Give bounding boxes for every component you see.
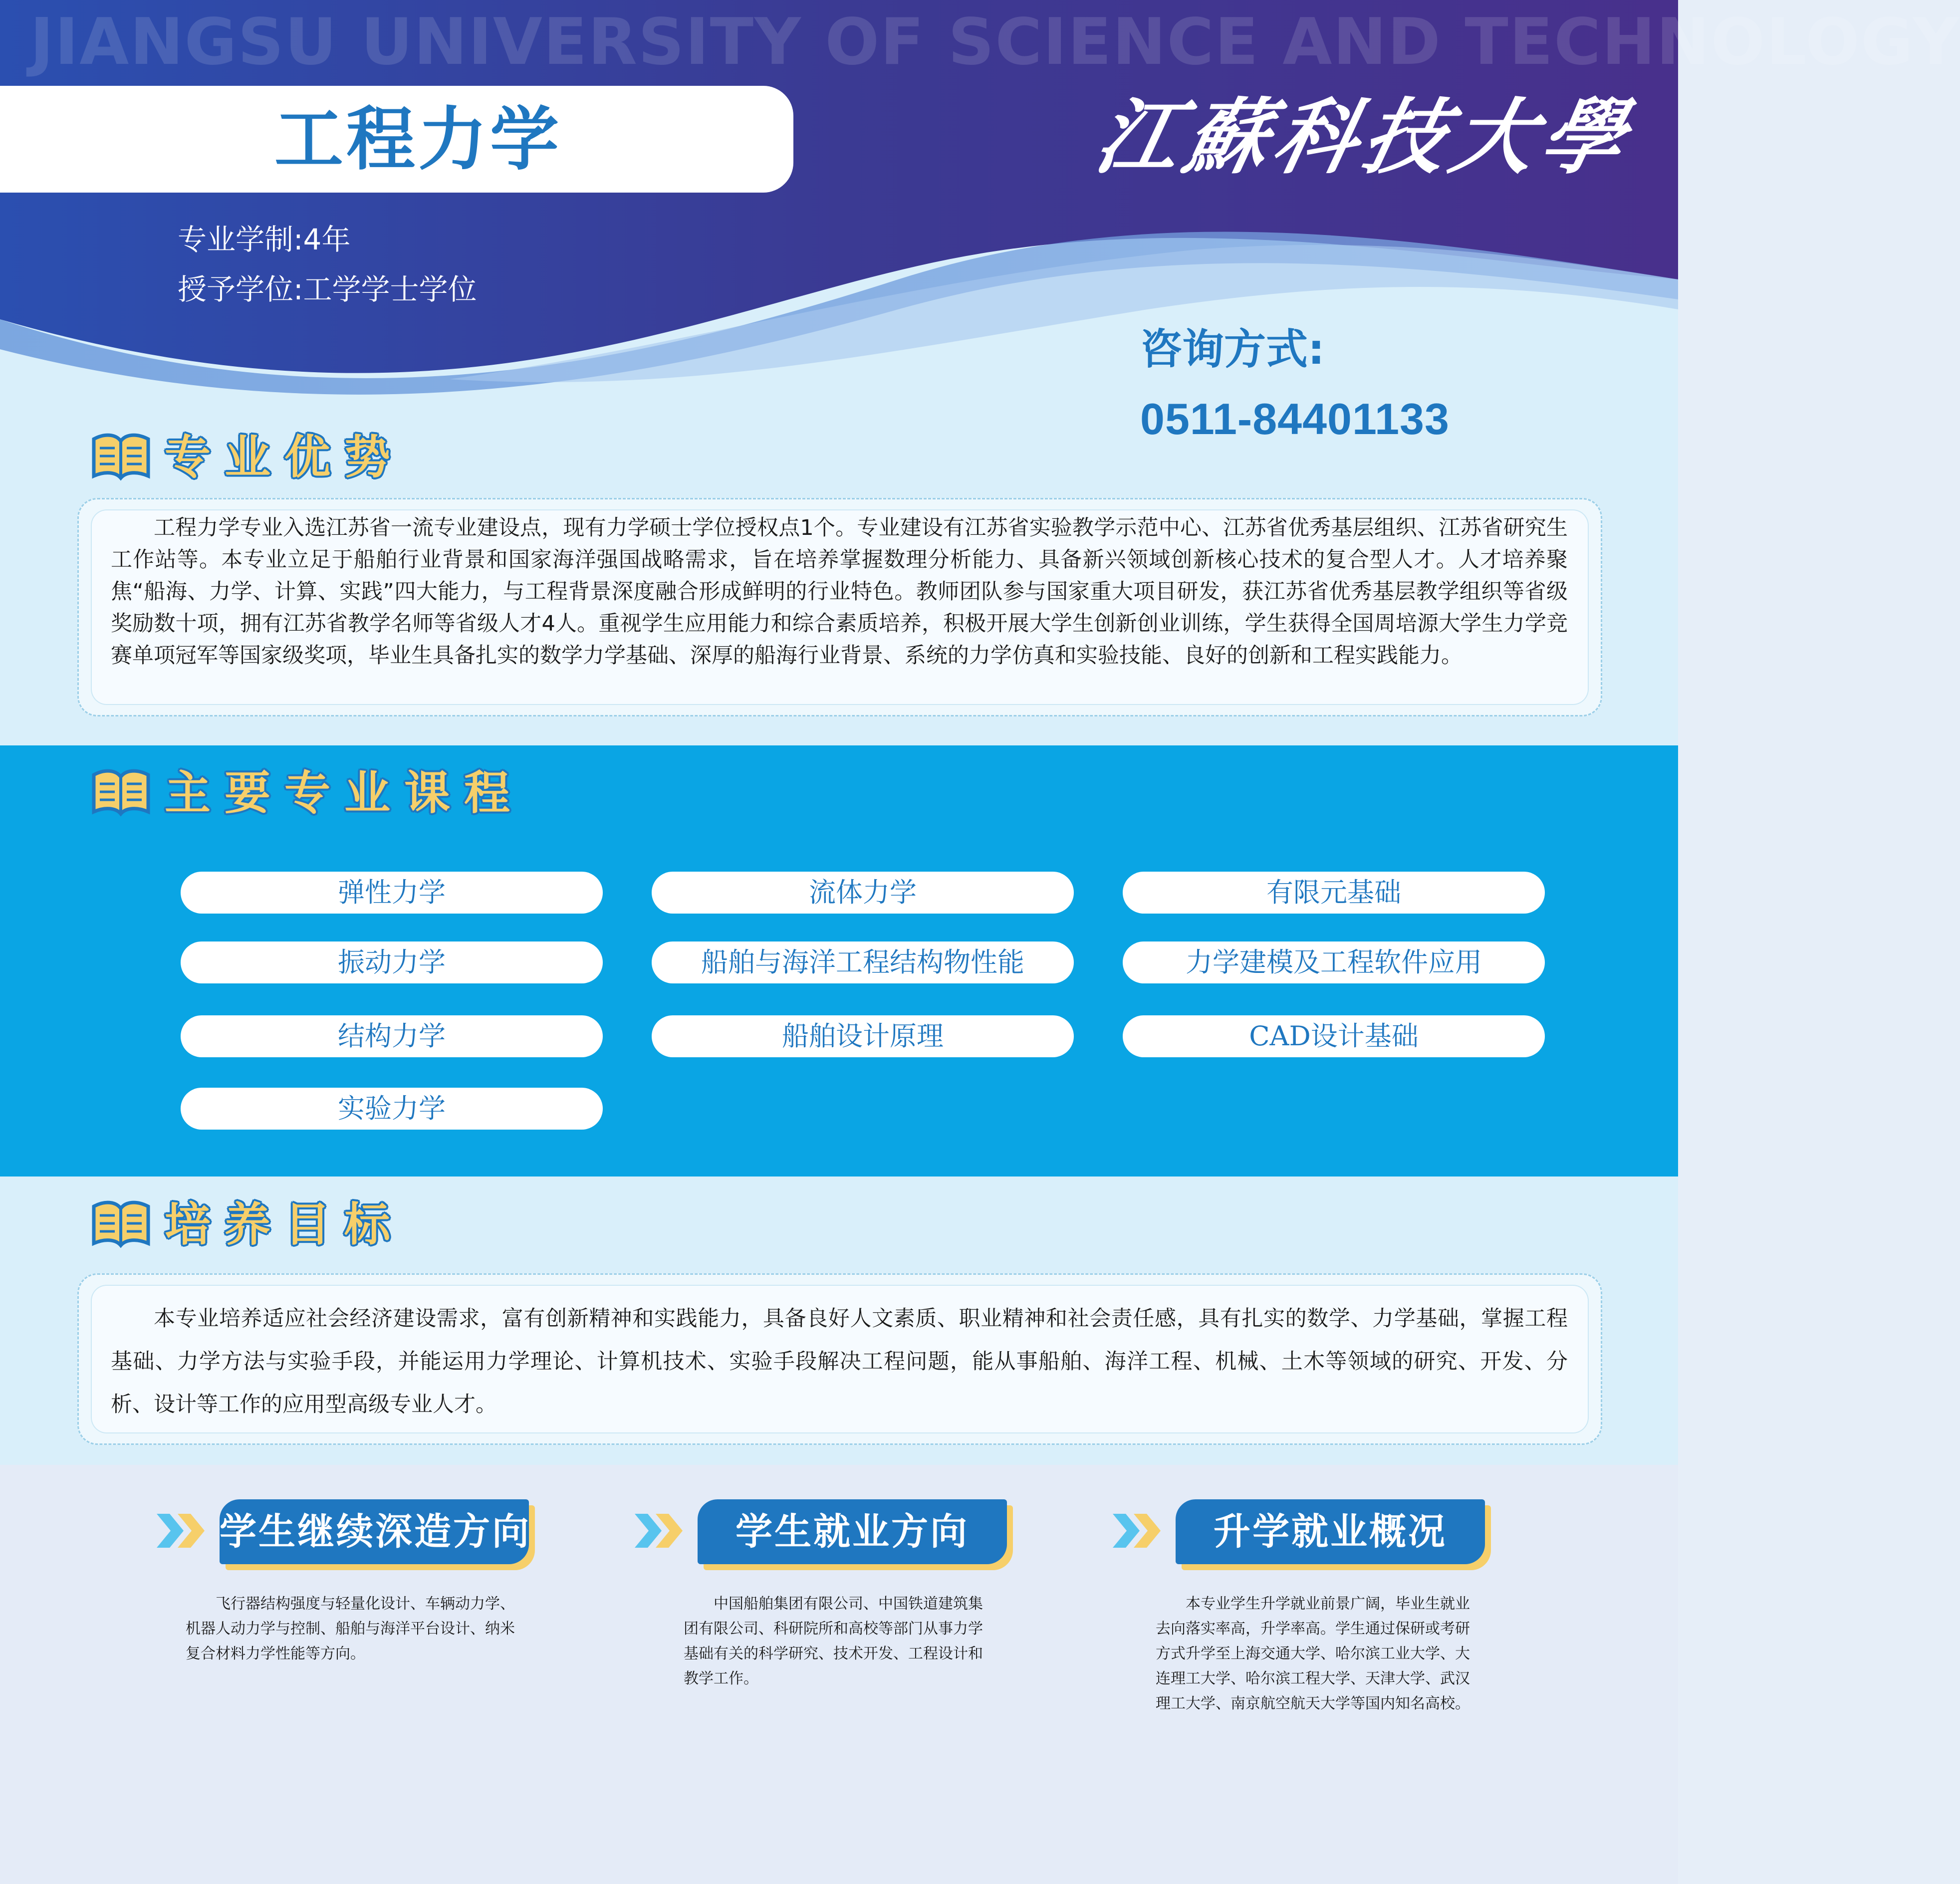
page-title: 工程力学 xyxy=(274,99,562,180)
book-icon xyxy=(90,430,152,482)
courses-heading xyxy=(90,766,539,821)
outcomes-overview-text: 本专业学生升学就业前景广阔，毕业生就业 去向落实率高，升学率高。学生通过保研或考研 方式升学至上海交通大学、哈尔滨工业大学、大 连理工大学、哈尔滨工程大学、天津大学、武汉 理工大学、南京航空航天大学等国内知名高校。 xyxy=(1156,1595,1470,1712)
course-pill: 弹性力学 xyxy=(181,872,603,914)
study-direction-tag xyxy=(220,1499,529,1564)
program-duration: 专业学制:4年 xyxy=(178,223,351,256)
course-pill: 力学建模及工程软件应用 xyxy=(1123,942,1545,983)
course-pill: 实验力学 xyxy=(181,1088,603,1130)
outcomes-overview-label: 升学就业概况 xyxy=(1176,1499,1485,1564)
degree-awarded: 授予学位:工学学士学位 xyxy=(178,272,477,306)
advantages-text: 工程力学专业入选江苏省一流专业建设点，现有力学硕士学位授权点1个。专业建设有江苏省实验教学示范中心、江苏省优秀基层组织、江苏省研究生工作站等。本专业立足于船舶行业背景和国家海洋强国战略需求，旨在培养掌握数理分析能力、具备新兴领域创新核心技术的复合型人才。人才培养聚焦“船海、力学、计算、实践”四大能力，与工程背景深度融合形成鲜明的行业特色。教师团队参与国家重大项目研发，获江苏省优秀基层教学组织等省级奖励数十项，拥有江苏省教学名师等省级人才4人。重视学生应用能力和综合素质培养，积极开展大学生创新创业训练，学生获得全国周培源大学生力学竞赛单项冠军等国家级奖项，毕业生具备扎实的数学力学基础、深厚的船海行业背景、系统的力学仿真和实验技能、良好的创新和工程实践能力。 xyxy=(111,515,1568,668)
advantages-title: 专业优势 xyxy=(165,431,405,484)
contact-phone[interactable]: 0511-84401133 xyxy=(1140,394,1450,444)
background-watermark: JIANGSU UNIVERSITY OF SCIENCE AND TECHNOLOGY xyxy=(30,5,1960,79)
university-logo: 江蘇科技大學 xyxy=(1087,89,1641,185)
course-pill: 船舶设计原理 xyxy=(652,1015,1074,1057)
chevron-right-icon xyxy=(155,1511,210,1551)
course-pill: CAD设计基础 xyxy=(1123,1015,1545,1057)
header xyxy=(0,0,1960,449)
book-icon xyxy=(90,766,152,818)
course-pill: 结构力学 xyxy=(181,1015,603,1057)
employment-direction-tag xyxy=(698,1499,1007,1564)
employment-direction-text: 中国船舶集团有限公司、中国铁道建筑集 团有限公司、科研院所和高校等部门从事力学 基础有关的科学研究、技术开发、工程设计和 教学工作。 xyxy=(684,1595,983,1687)
course-pill: 船舶与海洋工程结构物性能 xyxy=(652,942,1074,983)
book-icon xyxy=(90,1197,152,1250)
chevron-right-icon xyxy=(633,1511,688,1551)
goals-title: 培养目标 xyxy=(165,1198,405,1251)
outcomes-overview-tag xyxy=(1176,1499,1485,1564)
employment-direction-label: 学生就业方向 xyxy=(698,1499,1007,1564)
course-pill: 振动力学 xyxy=(181,942,603,983)
course-pill: 流体力学 xyxy=(652,872,1074,914)
contact-label: 咨询方式: xyxy=(1140,325,1325,374)
advantages-heading xyxy=(90,430,439,485)
goals-heading xyxy=(90,1197,439,1252)
study-direction-text: 飞行器结构强度与轻量化设计、车辆动力学、 机器人动力学与控制、船舶与海洋平台设计、纳米 复合材料力学性能等方向。 xyxy=(186,1595,515,1662)
chevron-right-icon xyxy=(1111,1511,1166,1551)
course-pill: 有限元基础 xyxy=(1123,872,1545,914)
goals-text: 本专业培养适应社会经济建设需求，富有创新精神和实践能力，具备良好人文素质、职业精神和社会责任感，具有扎实的数学、力学基础，掌握工程基础、力学方法与实验手段，并能运用力学理论、计算机技术、实验手段解决工程问题，能从事船舶、海洋工程、机械、土木等领域的研究、开发、分析、设计等工作的应用型高级专业人才。 xyxy=(111,1306,1568,1417)
courses-title: 主要专业课程 xyxy=(165,766,524,820)
study-direction-label: 学生继续深造方向 xyxy=(220,1499,529,1564)
